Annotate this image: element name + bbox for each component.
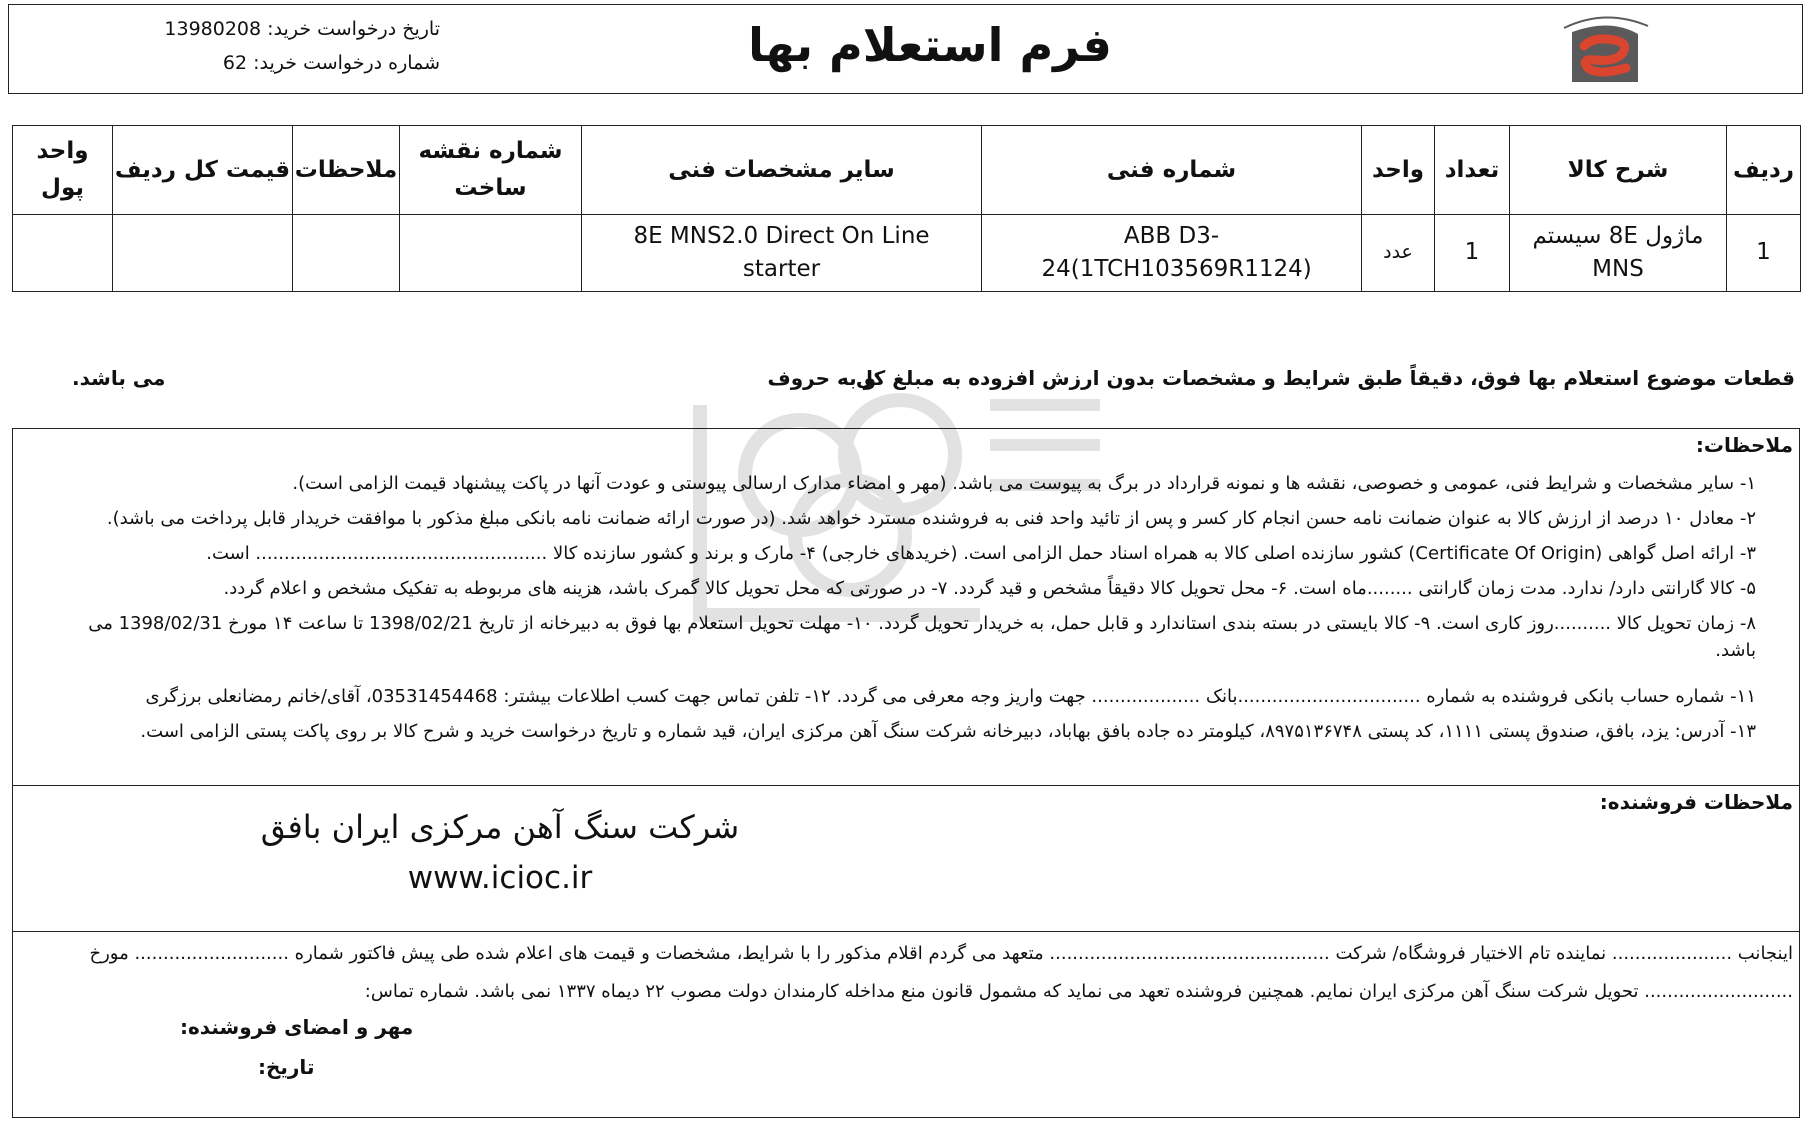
request-number-value: 62 [222, 52, 248, 74]
col-header-other-specs: سایر مشخصات فنی [582, 126, 982, 215]
cell-notes [293, 215, 400, 292]
col-header-notes: ملاحظات [293, 126, 400, 215]
notes-title: ملاحظات: [1695, 433, 1793, 457]
cell-row-total [113, 215, 293, 292]
cell-unit: عدد [1362, 215, 1435, 292]
col-header-row: ردیف [1727, 126, 1801, 215]
request-date-value: 13980208 [164, 18, 262, 40]
col-header-drawing-number: شماره نقشه ساخت [400, 126, 582, 215]
col-header-unit: واحد [1362, 126, 1435, 215]
footer-line-1: اینجانب ..................... نماینده تام الاختیار فروشگاه/ شرکت ................................................. متعهد می گردم اقلام مذکور را با شرایط، مشخصات و قیمت های اعلام شده طی پیش فاکتور شماره ........................... مورخ [89, 943, 1793, 964]
request-number-label: شماره درخواست خرید: [253, 52, 440, 74]
table-header-row [13, 126, 1801, 215]
items-table [12, 125, 1801, 292]
cell-currency [13, 215, 113, 292]
tech-number-text: ABB D3-24(1TCH103569R1124) [1041, 222, 1312, 282]
note-line-4: ۵- کالا گارانتی دارد/ ندارد. مدت زمان گارانتی ........ماه است. ۶- محل تحویل کالا دقیقاً مشخص و قید گردد. ۷- در صورتی که محل تحویل کالا گمرک باشد، هزینه های مربوطه به تفکیک مشخص و اعلام گردد. [223, 578, 1756, 599]
col-header-currency: واحد پول [13, 126, 113, 215]
table-row [13, 215, 1801, 292]
request-date-line [140, 18, 440, 40]
cell-quantity: 1 [1435, 215, 1510, 292]
footer-line-2: .......................... تحویل شرکت سنگ آهن مرکزی ایران نمایم. همچنین فروشنده تعهد می نماید که مشمول قانون منع مداخله کارمندان دولت مصوب ۲۲ دیماه ۱۳۳۷ نمی باشد. شماره تماس: [364, 981, 1793, 1002]
cell-drawing-number [400, 215, 582, 292]
statement-total: قطعات موضوع استعلام بها فوق، دقیقاً طبق شرایط و مشخصات بدون ارزش افزوده به مبلغ کل [855, 366, 1795, 390]
cell-description: ماژول 8E سیستم MNS [1510, 215, 1727, 292]
request-number-line [140, 52, 440, 74]
col-header-description: شرح کالا [1510, 126, 1727, 215]
cell-other-specs [582, 215, 982, 292]
col-header-row-total: قیمت کل ردیف [113, 126, 293, 215]
statement-in-words: و به حروف [767, 366, 876, 390]
seller-notes-title: ملاحظات فروشنده: [1599, 790, 1793, 814]
note-line-3: ۳- ارائه اصل گواهی (Certificate Of Origin) کشور سازنده اصلی کالا به همراه اسناد حمل الزامی است. (خریدهای خارجی) ۴- مارک و برند و کشور سازنده کالا ................................................... است. [206, 543, 1756, 564]
col-header-quantity: تعداد [1435, 126, 1510, 215]
note-line-7: ۱۳- آدرس: یزد، بافق، صندوق پستی ۱۱۱۱، کد پستی ۸۹۷۵۱۳۶۷۴۸، کیلومتر ده جاده بافق بهاباد، دبیرخانه شرکت سنگ آهن مرکزی ایران، قید شماره و تاریخ درخواست خرید و شرح کالا بر روی پاکت پستی الزامی است. [140, 721, 1756, 742]
note-line-5: ۸- زمان تحویل کالا ..........روز کاری است. ۹- کالا بایستی در بسته بندی استاندارد و قابل حمل، به خریدار تحویل گردد. ۱۰- مهلت تحویل استعلام بها فوق به دبیرخانه از تاریخ 1398/02/21 تا ساعت ۱۴ مورخ 1398/02/31 می باشد. [88, 613, 1756, 661]
cell-tech-number [982, 215, 1362, 292]
cell-row: 1 [1727, 215, 1801, 292]
company-website: www.icioc.ir [407, 860, 593, 896]
note-line-2: ۲- معادل ۱۰ درصد از ارزش کالا به عنوان ضمانت نامه حسن انجام کار کسر و پس از تائید واحد فنی به فروشنده مسترد خواهد شد. (در صورت ارائه ضمانت نامه بانکی مبلغ مذکور با موافقت خریدار قابل پرداخت می باشد). [106, 508, 1756, 529]
request-date-label: تاریخ درخواست خرید: [267, 18, 440, 40]
statement-end: می باشد. [72, 366, 166, 390]
form-title: فرم استعلام بها [748, 18, 1112, 72]
company-logo-icon [1550, 6, 1660, 90]
footer-date-label: تاریخ: [258, 1055, 315, 1079]
note-line-6: ۱۱- شماره حساب بانکی فروشنده به شماره ................................بانک ................... جهت واریز وجه معرفی می گردد. ۱۲- تلفن تماس جهت کسب اطلاعات بیشتر: 03531454468، آقای/خانم رمضانعلی برزگری [145, 686, 1756, 707]
other-specs-text: 8E MNS2.0 Direct On Line starter [633, 222, 930, 282]
note-line-1: ۱- سایر مشخصات و شرایط فنی، عمومی و خصوصی، نقشه ها و نمونه قرارداد در برگ به پیوست می باشد. (مهر و امضاء مدارک ارسالی پیوستی و عودت آنها در پاکت پیشنهاد قیمت الزامی است). [292, 473, 1756, 494]
col-header-tech-number: شماره فنی [982, 126, 1362, 215]
company-name: شرکت سنگ آهن مرکزی ایران بافق [260, 808, 740, 846]
seller-stamp-label: مهر و امضای فروشنده: [180, 1015, 414, 1039]
